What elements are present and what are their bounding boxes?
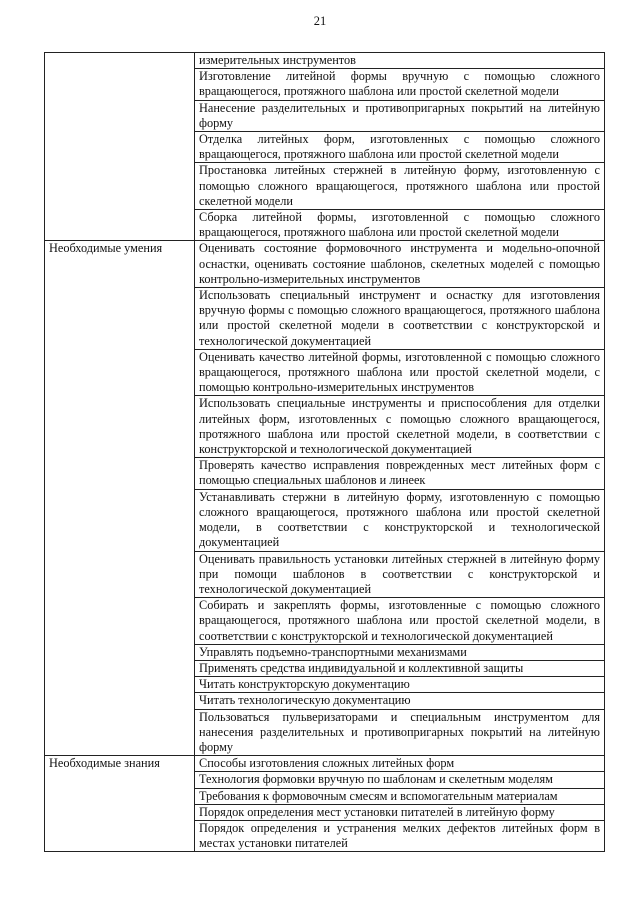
category-cell <box>45 53 195 241</box>
table-row <box>45 53 605 69</box>
table-cell: Изготовление литейной формы вручную с помощью сложного вращающегося, протяжного шаблона или простой скелетной модели <box>195 69 605 100</box>
table-cell: Читать технологическую документацию <box>195 693 605 709</box>
table-row <box>45 241 605 288</box>
table-cell: Читать конструкторскую документацию <box>195 677 605 693</box>
table-cell: Отделка литейных форм, изготовленных с помощью сложного вращающегося, протяжного шаблона или простой скелетной модели <box>195 132 605 163</box>
category-cell-knowledge: Необходимые знания <box>45 756 195 852</box>
table-cell: Технология формовки вручную по шаблонам и скелетным моделям <box>195 772 605 788</box>
table-cell: Порядок определения мест установки питателей в литейную форму <box>195 804 605 820</box>
page-number: 21 <box>313 14 327 28</box>
table-cell: Простановка литейных стержней в литейную форму, изготовленную с помощью сложного вращающегося, протяжного шаблона или простой скелетной модели <box>195 163 605 210</box>
table-cell: Оценивать качество литейной формы, изготовленной с помощью сложного вращающегося, протяжного шаблона или простой скелетной модели, с помощью контрольно-измерительных инструментов <box>195 349 605 396</box>
table-cell: Устанавливать стержни в литейную форму, изготовленную с помощью сложного вращающегося, протяжного шаблона или простой скелетной модели, в соответствии с конструкторской и технологической документацией <box>195 489 605 551</box>
table-row <box>45 756 605 772</box>
table-cell: Использовать специальные инструменты и приспособления для отделки литейных форм, изготовленных с помощью сложного вращающегося, протяжного шаблона или простой скелетной модели, в соответствии с конструкторской и технологической документацией <box>195 396 605 458</box>
table-cell: Оценивать правильность установки литейных стержней в литейную форму при помощи шаблонов в соответствии с конструкторской и технологической документацией <box>195 551 605 598</box>
table-cell: Использовать специальный инструмент и оснастку для изготовления вручную формы с помощью сложного вращающегося, протяжного шаблона или простой скелетной модели в соответствии с конструкторской и технологической документацией <box>195 288 605 350</box>
category-cell-skills: Необходимые умения <box>45 241 195 756</box>
table-cell: Сборка литейной формы, изготовленной с помощью сложного вращающегося, протяжного шаблона или простой скелетной модели <box>195 210 605 241</box>
table-cell: Управлять подъемно-транспортными механизмами <box>195 644 605 660</box>
table-cell: Требования к формовочным смесям и вспомогательным материалам <box>195 788 605 804</box>
table-cell: Способы изготовления сложных литейных форм <box>195 756 605 772</box>
table-cell: Нанесение разделительных и противопригарных покрытий на литейную форму <box>195 100 605 131</box>
table-cell: Пользоваться пульверизаторами и специальным инструментом для нанесения разделительных и противопригарных покрытий на литейную форму <box>195 709 605 756</box>
table-cell: Применять средства индивидуальной и коллективной защиты <box>195 660 605 676</box>
table-cell: измерительных инструментов <box>195 53 605 69</box>
table-cell: Собирать и закреплять формы, изготовленные с помощью сложного вращающегося, протяжного шаблона или простой скелетной модели, в соответствии с конструкторской и технологической документацией <box>195 598 605 645</box>
requirements-table <box>44 52 605 852</box>
table-cell: Порядок определения и устранения мелких дефектов литейных форм в местах установки питателей <box>195 820 605 851</box>
table-cell: Оценивать состояние формовочного инструмента и модельно-опочной оснастки, оценивать состояние шаблонов, скелетных моделей с помощью контрольно-измерительных инструментов <box>195 241 605 288</box>
table-cell: Проверять качество исправления поврежденных мест литейных форм с помощью специальных шаблонов и линеек <box>195 458 605 489</box>
